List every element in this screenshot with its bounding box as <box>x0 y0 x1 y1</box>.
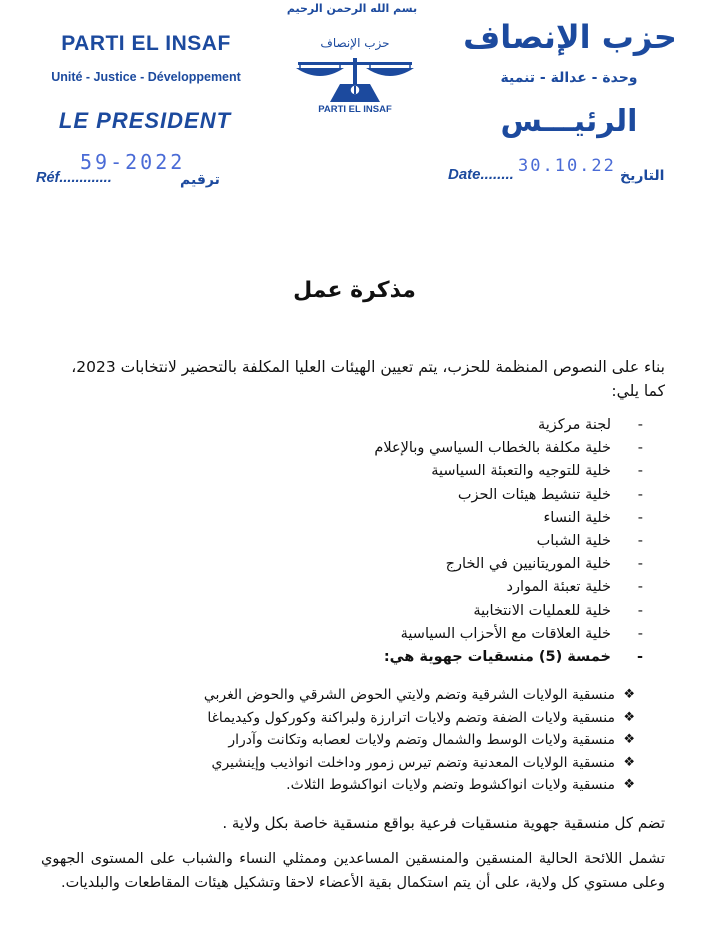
diamond-bullet-icon: ❖ <box>623 754 635 770</box>
diamond-bullet-icon: ❖ <box>623 777 635 793</box>
diamond-bullet-icon: ❖ <box>623 732 635 748</box>
list-item: - خمسة (5) منسقيات جهوية هي: <box>85 646 625 669</box>
region-text: منسقية الولايات الشرقية وتضم ولايتي الحوض الشرقي والحوض الغربي <box>203 687 615 703</box>
fr-party-name: PARTI EL INSAF <box>61 32 231 55</box>
list-item <box>75 774 635 797</box>
scales-logo-icon <box>290 50 420 104</box>
list-item <box>75 729 635 752</box>
region-text: منسقية ولايات الوسط والشمال وتضم ولايات لعصابه وتكانت وآدرار <box>228 732 615 749</box>
reference-stamp: 59-2022 <box>80 150 186 174</box>
ar-party-motto: وحدة - عدالة - تنمية <box>500 70 638 86</box>
fr-party-motto: Unité - Justice - Développement <box>51 70 241 84</box>
list-item <box>75 752 635 775</box>
memo-intro: بناء على النصوص المنظمة للحزب، يتم تعيين الهيئات العليا المكلفة بالتحضير لانتخابات 2023، كما يلي: <box>71 358 665 400</box>
list-item <box>75 684 635 707</box>
list-item: - خلية العلاقات مع الأحزاب السياسية <box>85 623 625 646</box>
list-item: - خلية تعبئة الموارد <box>85 576 625 599</box>
list-item: - لجنة مركزية <box>85 414 625 437</box>
ar-party-name: حزب الإنصاف <box>463 18 677 56</box>
list-item: - خلية مكلفة بالخطاب السياسي وبالإعلام <box>85 437 625 460</box>
date-label: Date........ <box>448 166 514 183</box>
reference-label-arabic: ترقيم <box>180 172 220 188</box>
region-text: منسقية ولايات الضفة وتضم ولايات اترارزة ولبراكنة وكوركول وكيديماغا <box>207 709 615 726</box>
reference-label: Réf............. <box>36 170 112 186</box>
regions-list <box>75 684 635 797</box>
memo-title: مذكرة عمل <box>293 278 416 303</box>
fr-president-title: LE PRESIDENT <box>58 108 232 133</box>
list-item: - خلية الموريتانيين في الخارج <box>85 553 625 576</box>
region-text: منسقية ولايات انواكشوط وتضم ولايات انواكشوط الثلاث. <box>286 777 615 794</box>
list-item: - خلية للعمليات الانتخابية <box>85 600 625 623</box>
date-stamp: 30.10.22 <box>518 156 616 176</box>
list-item <box>75 707 635 730</box>
list-item: - خلية النساء <box>85 507 625 530</box>
diamond-bullet-icon: ❖ <box>623 709 635 725</box>
memo-paragraph-2: تضم كل منسقية جهوية منسقيات فرعية بواقع منسقية خاصة بكل ولاية . <box>222 814 665 832</box>
bodies-list <box>85 414 625 669</box>
region-text: منسقية الولايات المعدنية وتضم تيرس زمور وداخلت انواذيب وإينشيري <box>211 754 615 771</box>
logo-french-text: PARTI EL INSAF <box>318 104 392 115</box>
list-item: - خلية للتوجيه والتعبئة السياسية <box>85 460 625 483</box>
list-item: - خلية تنشيط هيئات الحزب <box>85 484 625 507</box>
basmala: بسم الله الرحمن الرحيم <box>286 2 418 15</box>
date-label-arabic: التاريخ <box>620 168 665 184</box>
diamond-bullet-icon: ❖ <box>623 687 635 702</box>
ar-president-title: الرئيـــس <box>500 104 638 139</box>
logo-arabic-text: حزب الإنصاف <box>320 36 390 50</box>
memo-paragraph-3: تشمل اللائحة الحالية المنسقين والمنسقين المساعدين وممثلي النساء والشباب على المستوى الجهوي وعلى مستوي كل ولاية، على أن يتم استكمال بقية الأعضاء لاحقا وتشكيل هيئات المقاطعات والبلديات. <box>41 851 665 891</box>
list-item: - خلية الشباب <box>85 530 625 553</box>
